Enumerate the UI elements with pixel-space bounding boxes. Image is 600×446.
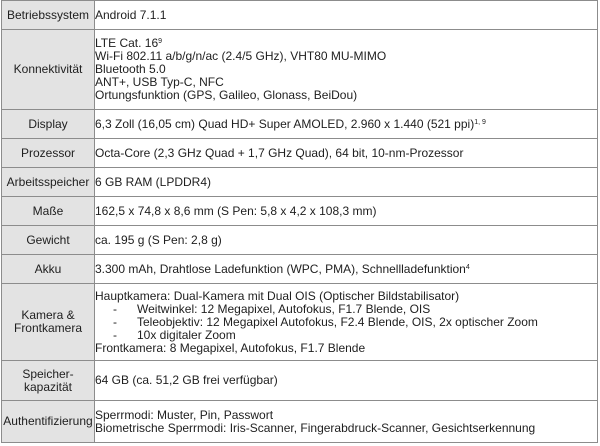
spec-value bbox=[95, 197, 598, 226]
spec-label: Maße bbox=[2, 197, 95, 226]
spec-label bbox=[2, 284, 95, 361]
spec-row-betriebssystem bbox=[2, 1, 598, 30]
spec-value-line: Frontkamera: 8 Megapixel, Autofokus, F1.7 Blende bbox=[95, 340, 366, 355]
spec-label: Arbeitsspeicher bbox=[2, 168, 95, 197]
spec-value bbox=[95, 30, 598, 110]
spec-value-line: 6 GB RAM (LPDDR4) bbox=[95, 174, 212, 189]
spec-value-line: Wi-Fi 802.11 a/b/g/n/ac (2.4/5 GHz), VHT80 MU-MIMO bbox=[95, 49, 387, 63]
spec-label: Akku bbox=[2, 255, 95, 284]
spec-value-text: 6,3 Zoll (16,05 cm) Quad HD+ Super AMOLED, 2.960 x 1.440 (521 ppi) bbox=[95, 116, 475, 131]
spec-row-konnektivitaet bbox=[2, 30, 598, 110]
spec-row-display bbox=[2, 110, 598, 139]
spec-value bbox=[95, 1, 598, 30]
spec-value-line: - 10x digitaler Zoom bbox=[113, 327, 236, 342]
spec-row-masse bbox=[2, 197, 598, 226]
spec-value bbox=[95, 361, 598, 401]
spec-value-line: Android 7.1.1 bbox=[95, 7, 167, 22]
spec-value-line: Sperrmodi: Muster, Pin, Passwort bbox=[95, 407, 274, 422]
spec-value-line: ANT+, USB Typ-C, NFC bbox=[95, 75, 224, 89]
spec-label: Display bbox=[2, 110, 95, 139]
spec-label: Prozessor bbox=[2, 139, 95, 168]
spec-value bbox=[95, 139, 598, 168]
spec-row-speicherkapazitaet bbox=[2, 361, 598, 401]
spec-label: Konnektivität bbox=[2, 30, 95, 110]
footnote-ref: 1, 9 bbox=[474, 118, 486, 126]
spec-value-line: Hauptkamera: Dual-Kamera mit Dual OIS (Optischer Bildstabilisator) bbox=[95, 288, 460, 303]
spec-label: Betriebssystem bbox=[2, 1, 95, 30]
spec-row-akku bbox=[2, 255, 598, 284]
spec-value bbox=[95, 168, 598, 197]
spec-label-line: Frontkamera bbox=[13, 321, 83, 335]
spec-value-line bbox=[95, 118, 597, 131]
spec-value bbox=[95, 110, 598, 139]
spec-value-line: 64 GB (ca. 51,2 GB frei verfügbar) bbox=[95, 373, 278, 387]
spec-value-line: Bluetooth 5.0 bbox=[95, 62, 166, 76]
spec-label: Gewicht bbox=[2, 226, 95, 255]
spec-value-line: Ortungsfunktion (GPS, Galileo, Glonass, BeiDou) bbox=[95, 88, 358, 102]
spec-value bbox=[95, 401, 598, 443]
spec-row-gewicht bbox=[2, 226, 598, 255]
footnote-ref: 9 bbox=[158, 38, 163, 45]
footnote-ref: 4 bbox=[465, 263, 470, 271]
spec-label: Authentifizierung bbox=[2, 401, 95, 443]
spec-value-line: - Weitwinkel: 12 Megapixel, Autofokus, F1.7 Blende, OIS bbox=[113, 301, 431, 316]
spec-value bbox=[95, 255, 598, 284]
spec-row-prozessor bbox=[2, 139, 598, 168]
spec-row-arbeitsspeicher bbox=[2, 168, 598, 197]
spec-label-line: Kamera & bbox=[21, 308, 75, 322]
spec-value bbox=[95, 284, 598, 361]
spec-value-line: Octa-Core (2,3 GHz Quad + 1,7 GHz Quad), 64 bit, 10-nm-Prozessor bbox=[95, 145, 464, 160]
spec-value-line: - Teleobjektiv: 12 Megapixel Autofokus, F2.4 Blende, OIS, 2x optischer Zoom bbox=[113, 314, 538, 329]
spec-value-text: LTE Cat. 16 bbox=[95, 36, 159, 50]
spec-value-line: 162,5 x 74,8 x 8,6 mm (S Pen: 5,8 x 4,2 x 108,3 mm) bbox=[95, 203, 377, 218]
spec-row-kamera bbox=[2, 284, 598, 361]
spec-label-line: Speicher- bbox=[22, 366, 74, 381]
spec-label bbox=[2, 361, 95, 401]
spec-label-line: kapazität bbox=[23, 379, 73, 394]
spec-row-authentifizierung bbox=[2, 401, 598, 443]
spec-value-line bbox=[95, 263, 597, 276]
spec-value-line: Biometrische Sperrmodi: Iris-Scanner, Fingerabdruck-Scanner, Gesichtserkennung bbox=[95, 420, 536, 435]
spec-value bbox=[95, 226, 598, 255]
spec-table bbox=[1, 0, 598, 443]
spec-value-text: 3.300 mAh, Drahtlose Ladefunktion (WPC, PMA), Schnellladefunktion bbox=[95, 261, 466, 276]
spec-value-line: ca. 195 g (S Pen: 2,8 g) bbox=[95, 232, 222, 247]
